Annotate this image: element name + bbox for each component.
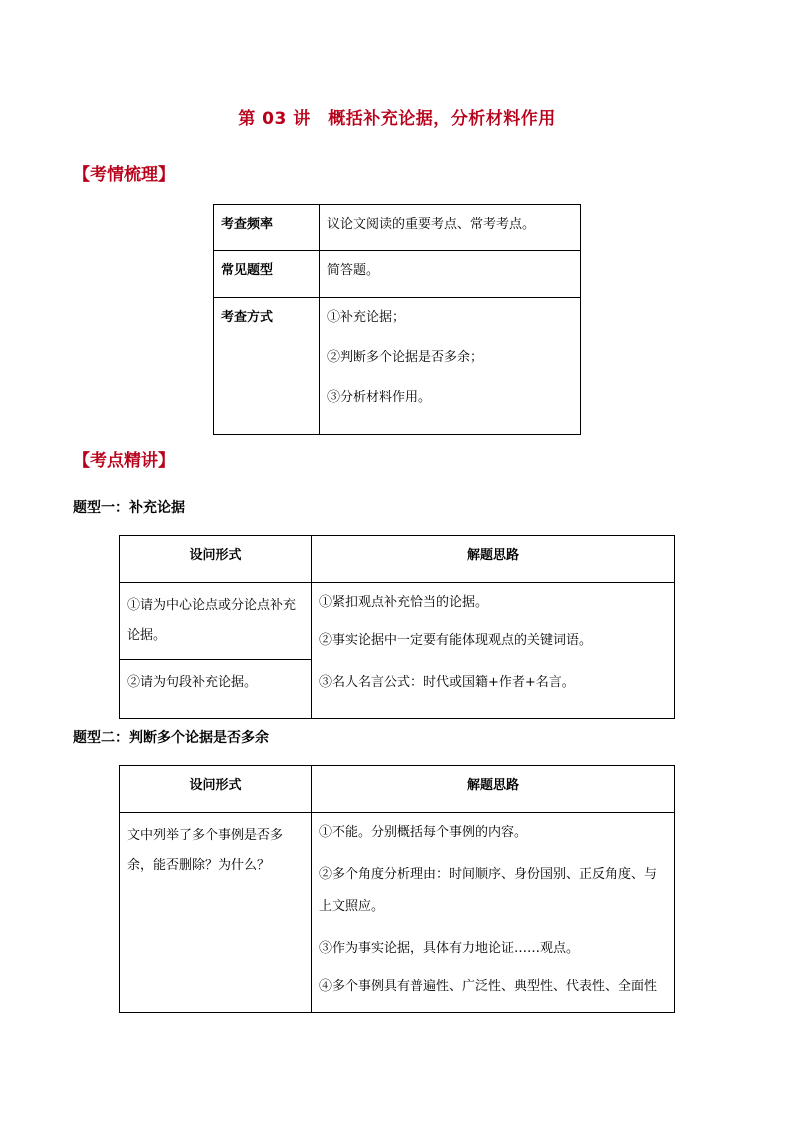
type1-col-question: 设问形式	[120, 536, 312, 583]
type2-answers	[312, 813, 675, 1013]
type2-question: 文中列举了多个事例是否多余，能否删除？为什么？	[120, 813, 312, 1013]
type2-answer-3: ③作为事实论据，具体有力地论证……观点。	[319, 941, 580, 956]
type2-table	[119, 765, 675, 1013]
type1-heading: 题型一：补充论据	[73, 500, 185, 516]
type1-answer-3: ③名人名言公式：时代或国籍+作者+名言。	[319, 675, 575, 690]
type2-col-answer: 解题思路	[312, 766, 675, 813]
overview-value-method	[320, 298, 581, 435]
type2-answer-4: ④多个事例具有普遍性、广泛性、典型性、代表性、全面性	[319, 979, 658, 994]
method-line-3: ③分析材料作用。	[327, 390, 432, 405]
page-title: 第 03 讲 概括补充论据，分析材料作用	[238, 109, 556, 129]
overview-label-method: 考查方式	[214, 298, 320, 435]
type1-table	[119, 535, 675, 719]
type1-question-1: ①请为中心论点或分论点补充论据。	[120, 583, 312, 660]
overview-value-type: 简答题。	[320, 251, 581, 298]
method-line-1: ①补充论据；	[327, 310, 406, 325]
type1-answer-1: ①紧扣观点补充恰当的论据。	[319, 595, 489, 610]
type1-col-answer: 解题思路	[312, 536, 675, 583]
overview-label-type: 常见题型	[214, 251, 320, 298]
section-heading-overview: 【考情梳理】	[73, 165, 175, 185]
overview-label-frequency: 考查频率	[214, 205, 320, 251]
section-heading-detail: 【考点精讲】	[73, 451, 175, 471]
overview-value-frequency: 议论文阅读的重要考点、常考考点。	[320, 205, 581, 251]
type2-col-question: 设问形式	[120, 766, 312, 813]
type2-answer-2: ②多个角度分析理由：时间顺序、身份国别、正反角度、与上文照应。	[319, 867, 658, 914]
type1-answers	[312, 583, 675, 719]
overview-table	[213, 204, 581, 435]
type1-question-2: ②请为句段补充论据。	[120, 660, 312, 719]
type2-heading: 题型二：判断多个论据是否多余	[73, 730, 269, 746]
method-line-2: ②判断多个论据是否多余；	[327, 350, 484, 365]
type1-answer-2: ②事实论据中一定要有能体现观点的关键词语。	[319, 633, 593, 648]
type2-answer-1: ①不能。分别概括每个事例的内容。	[319, 825, 528, 840]
